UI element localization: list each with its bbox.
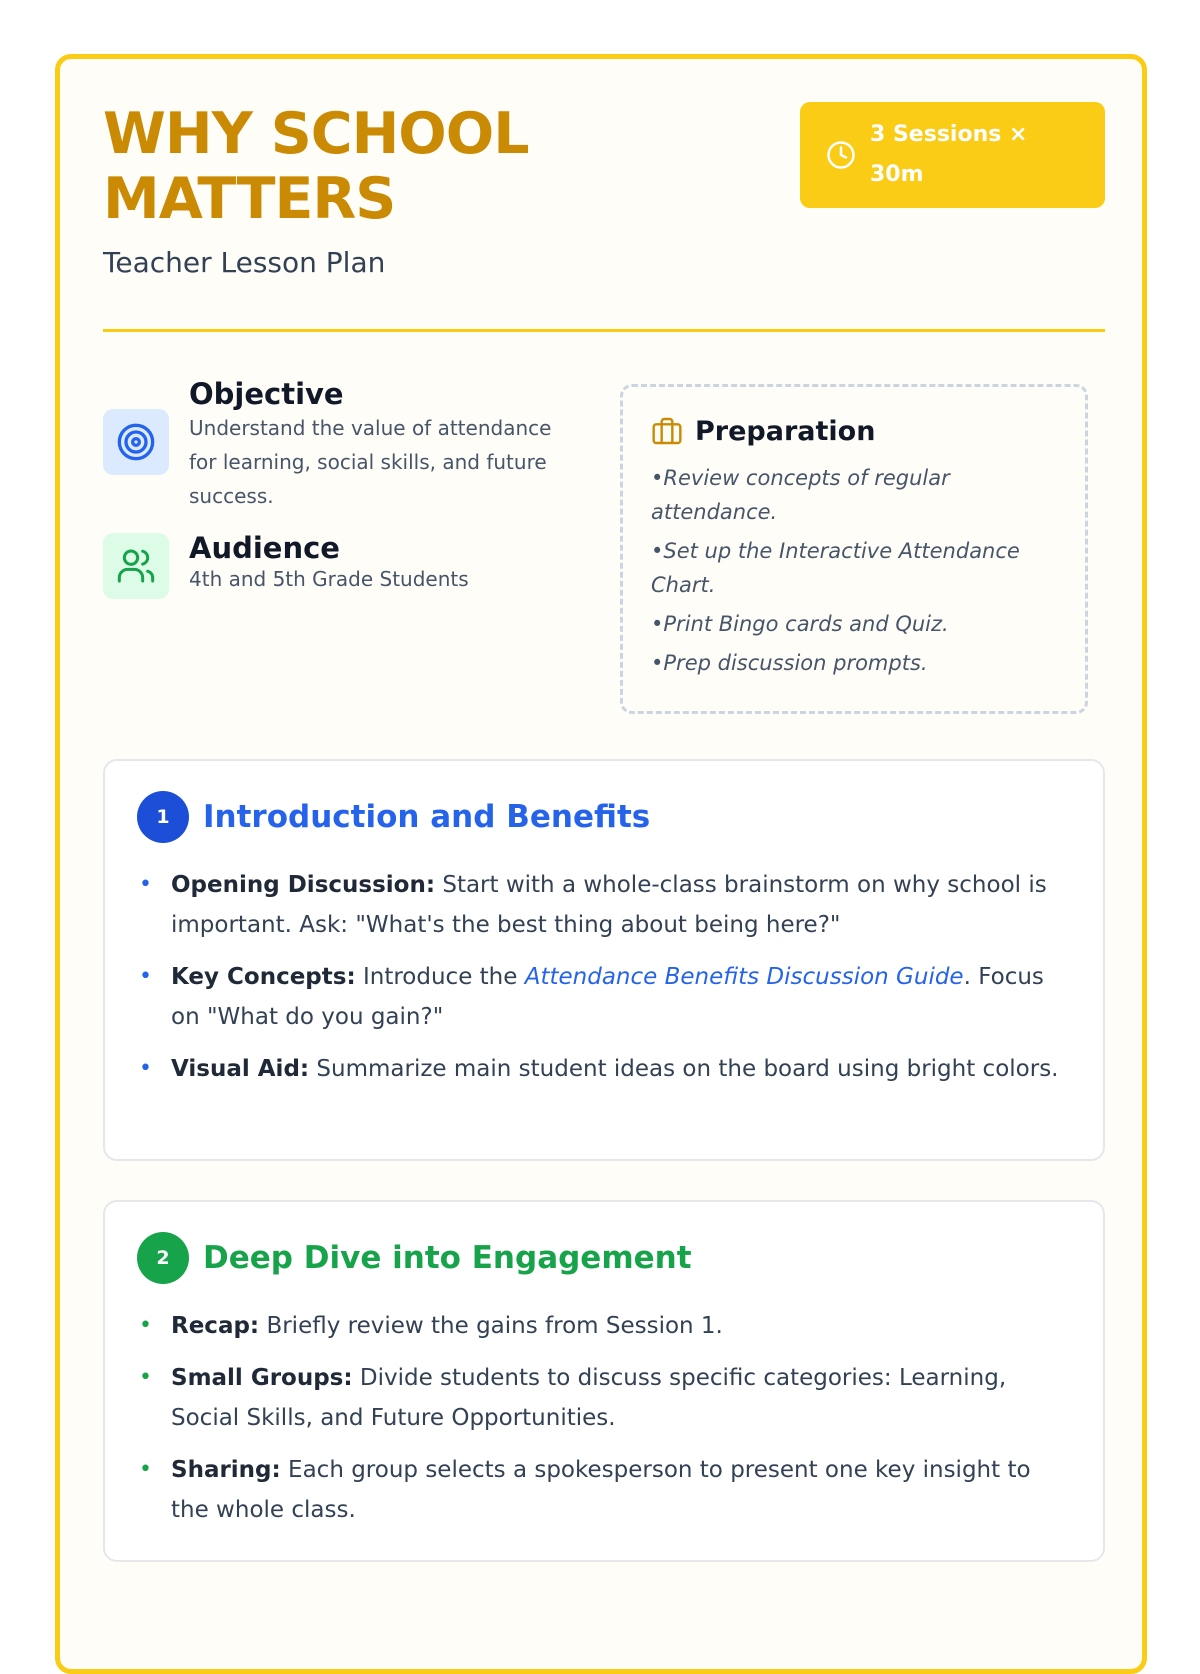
- session-title: Introduction and Benefits: [203, 799, 651, 835]
- objective-icon-box: [103, 409, 169, 475]
- item-text: Introduce the: [355, 964, 525, 990]
- list-item: [137, 957, 1071, 1037]
- session-card-2: [103, 1200, 1105, 1562]
- item-label: Key Concepts:: [171, 964, 356, 990]
- preparation-item: • Prep discussion prompts.: [651, 646, 1057, 680]
- duration-badge: [800, 102, 1105, 208]
- objective-text: Understand the value of attendance for learning, social skills, and future success.: [189, 416, 552, 508]
- item-text: Divide students to discuss specific categories: Learning, Social Skills, and Future Opportunities.: [171, 1365, 1007, 1431]
- bullet-icon: •: [139, 1056, 152, 1081]
- preparation-item: • Print Bingo cards and Quiz.: [651, 607, 1057, 641]
- bullet-icon: •: [139, 1365, 152, 1390]
- preparation-list: [651, 461, 1057, 680]
- session-items: [137, 865, 1071, 1089]
- header-divider: [103, 329, 1105, 332]
- users-icon: [116, 546, 156, 586]
- audience-title: Audience: [189, 531, 340, 565]
- discussion-guide-link[interactable]: Attendance Benefits Discussion Guide: [524, 964, 964, 990]
- bullet-icon: •: [139, 1457, 152, 1482]
- item-text: Summarize main student ideas on the board using bright colors.: [309, 1056, 1059, 1082]
- session-title: Deep Dive into Engagement: [203, 1240, 692, 1276]
- item-label: Small Groups:: [171, 1365, 353, 1391]
- item-text: Each group selects a spokesperson to present one key insight to the whole class.: [171, 1457, 1031, 1523]
- target-icon: [116, 422, 156, 462]
- item-label: Sharing:: [171, 1457, 281, 1483]
- objective-title: Objective: [189, 377, 344, 411]
- item-label: Visual Aid:: [171, 1056, 310, 1082]
- audience-block: [103, 533, 569, 599]
- item-text: Briefly review the gains from Session 1.: [259, 1313, 723, 1339]
- session-items: [137, 1306, 1071, 1530]
- objective-block: [103, 377, 569, 513]
- audience-text: 4th and 5th Grade Students: [189, 567, 469, 591]
- item-label: Recap:: [171, 1313, 260, 1339]
- briefcase-icon: [651, 415, 683, 447]
- item-text: . Focus on "What do you gain?": [171, 964, 1044, 1030]
- preparation-item: • Review concepts of regular attendance.: [651, 461, 1057, 529]
- page-title: WHY SCHOOL MATTERS: [103, 101, 529, 232]
- lesson-plan-card: [55, 54, 1147, 1674]
- session-card-1: [103, 759, 1105, 1161]
- list-item: [137, 1306, 1071, 1346]
- duration-text: 3 Sessions × 30m: [870, 122, 1028, 187]
- session-number-badge: 1: [137, 791, 189, 843]
- header: [103, 102, 1105, 330]
- page-subtitle: Teacher Lesson Plan: [103, 246, 386, 279]
- clock-icon: [826, 140, 856, 170]
- preparation-title: Preparation: [695, 415, 876, 447]
- preparation-item: • Set up the Interactive Attendance Chart.: [651, 534, 1057, 602]
- preparation-box: [620, 384, 1088, 714]
- list-item: [137, 1358, 1071, 1438]
- item-label: Opening Discussion:: [171, 872, 436, 898]
- item-text: Start with a whole-class brainstorm on why school is important. Ask: "What's the best thing about being here?": [171, 872, 1047, 938]
- list-item: [137, 1049, 1071, 1089]
- bullet-icon: •: [139, 1313, 152, 1338]
- bullet-icon: •: [139, 872, 152, 897]
- list-item: [137, 1450, 1071, 1530]
- bullet-icon: •: [139, 964, 152, 989]
- list-item: [137, 865, 1071, 945]
- session-number-badge: 2: [137, 1232, 189, 1284]
- audience-icon-box: [103, 533, 169, 599]
